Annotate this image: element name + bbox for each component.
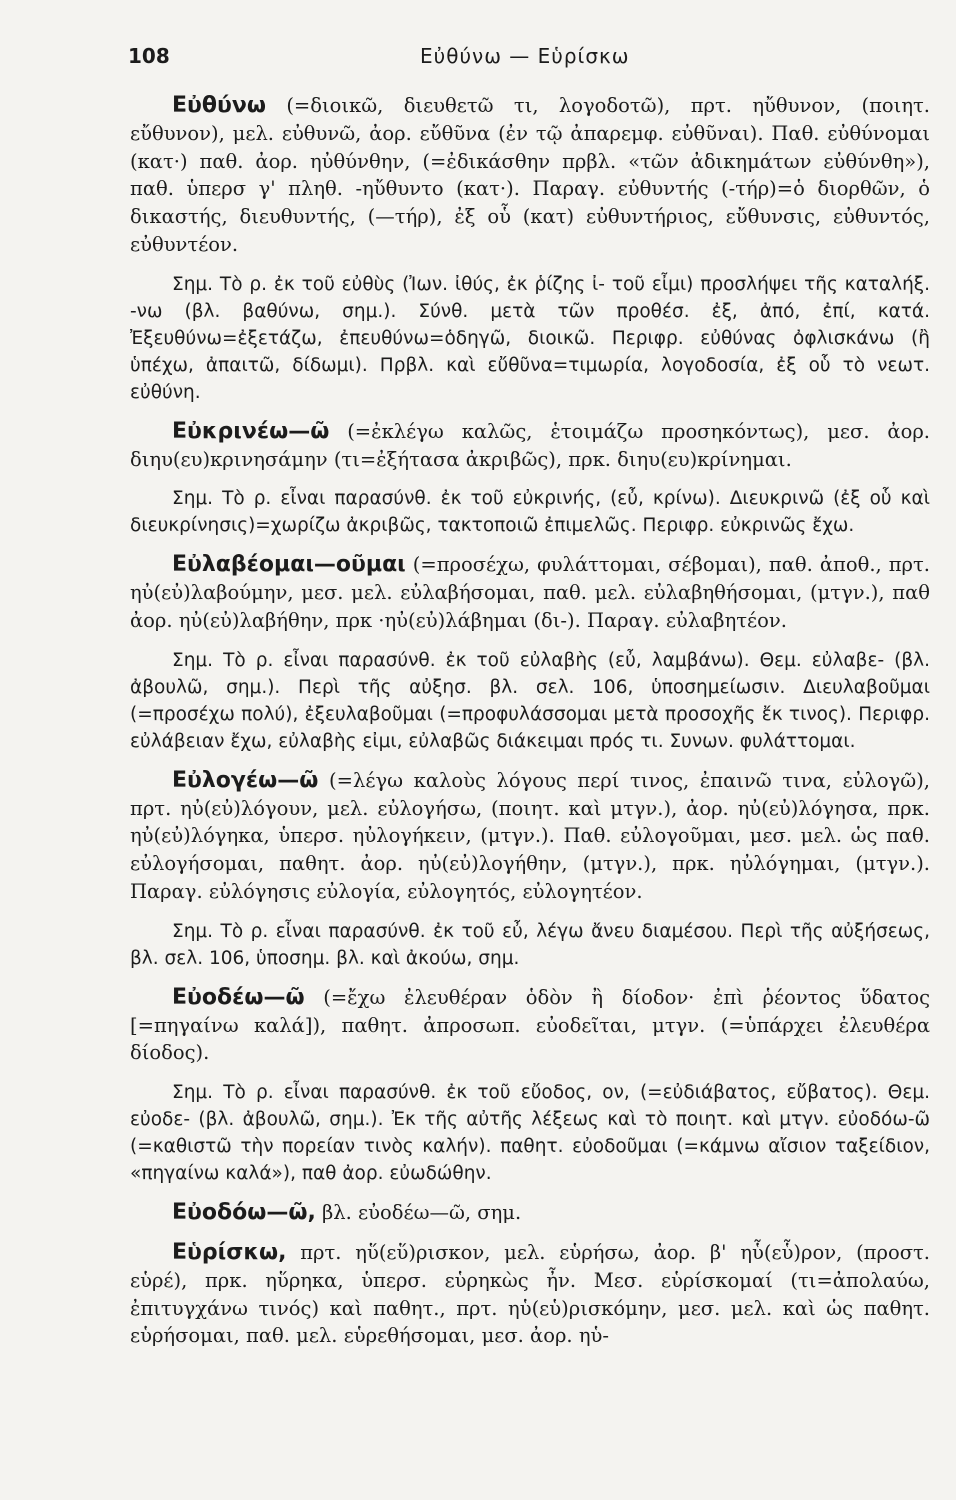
entry-text: βλ. εὐοδέω—ῶ, σημ. xyxy=(322,1201,522,1225)
page-number: 108 xyxy=(128,44,170,68)
headword: Εὑρίσκω, xyxy=(172,1239,287,1265)
page-header xyxy=(120,40,936,80)
entry-note: Σημ. Τὸ ρ. εἶναι παρασύνθ. ἐκ τοῦ εὐλαβὴς (εὖ, λαμβάνω). Θεμ. εὐλαβε- (βλ. ἀβουλῶ, σημ.). Περὶ τῆς αὐξησ. βλ. σελ. 106, ὑποσημείωσιν. Διευλαβοῦμαι (=προσέχω πολύ), ἐξευλαβοῦμαι (=προφυλάσσομαι μετὰ προσοχῆς ἔκ τινος). Περιφρ. εὐλάβειαν ἔχω, εὐλαβὴς εἰμι, εὐλαβῶς διάκειμαι πρός τι. Συνων. φυλάττομαι. xyxy=(130,649,930,752)
entry-note: Σημ. Τὸ ρ. εἶναι παρασύνθ. ἐκ τοῦ εὔοδος, ον, (=εὐδιάβατος, εὔβατος). Θεμ. εὐοδε- (βλ. ἀβουλῶ, σημ.). Ἐκ τῆς αὐτῆς λέξεως καὶ τὸ ποιητ. καὶ μτγν. εὐοδόω-ῶ (=καθιστῶ τὴν πορείαν τινὸς καλήν). παθητ. εὐοδοῦμαι (=κάμνω αἴσιον ταξείδιον, «πηγαίνω καλά»), παθ ἀορ. εὐωδώθην. xyxy=(130,1082,930,1185)
page-body xyxy=(130,92,930,1350)
entry-euodeo xyxy=(130,984,930,1067)
entry-text: (=ἐκλέγω καλῶς, ἑτοιμάζω προσηκόντως), μεσ. ἀορ. διηυ(ευ)κρινησάμην (τι=ἐξήτασα ἀκριβῶς), πρκ. διηυ(ευ)κρίνημαι. xyxy=(130,419,930,471)
entry-text: (=λέγω καλοὺς λόγους περί τινος, ἐπαινῶ τινα, εὐλογῶ), πρτ. ηὐ(εὐ)λόγουν, μελ. εὐλογήσω, (ποιητ. καὶ μτγν.), ἀορ. ηὐ(εὐ)λόγησα, πρκ. ηὐ(εὐ)λόγηκα, ὑπερσ. ηὐλογήκειν, (μτγν.). Παθ. εὐλογοῦμαι, μεσ. μελ. ὡς παθ. εὐλογήσομαι, παθητ. ἀορ. ηὐ(εὐ)λογήθην, (μτγν.), πρκ. ηὐλόγημαι, (μτγν.). Παραγ. εὐλόγησις εὐλογία, εὐλογητός, εὐλογητέον. xyxy=(130,768,931,903)
entry-text: (=διοικῶ, διευθετῶ τι, λογοδοτῶ), πρτ. ηὔθυνον, (ποιητ. εὔθυνον), μελ. εὐθυνῶ, ἀορ. εὔθῦνα (ἐν τῷ ἀπαρεμφ. εὐθῦναι). Παθ. εὐθύνομαι (κατ·) παθ. ἀορ. ηὐθύνθην, (=ἐδικάσθην πρβλ. «τῶν ἀδικημάτων εὐθύνθη»), παθ. ὑπερσ γ' πληθ. -ηὔθυντο (κατ·). Παραγ. εὐθυντής (-τήρ)=ὁ διορθῶν, ὁ δικαστής, διευθυντής, (—τήρ), ἐξ οὗ (κατ) εὐθυντήριος, εὔθυνσις, εὐθυντός, εὐθυντέον. xyxy=(130,94,930,256)
running-head: Εὐθύνω — Εὑρίσκω xyxy=(420,44,630,68)
entry-note: Σημ. Τὸ ρ. εἶναι παρασύνθ. ἐκ τοῦ εὖ, λέγω ἄνευ διαμέσου. Περὶ τῆς αὐξήσεως, βλ. σελ. 106, ὑποσημ. βλ. καὶ ἀκούω, σημ. xyxy=(130,920,930,969)
headword: Εὐλαβέομαι—οῦμαι xyxy=(172,552,406,578)
headword: Εὐοδέω—ῶ xyxy=(172,984,305,1010)
headword: Εὐθύνω xyxy=(172,93,266,118)
entry-text: (=προσέχω, φυλάττομαι, σέβομαι), παθ. ἀποθ., πρτ. ηὐ(εὐ)λαβούμην, μεσ. μελ. εὐλαβήσομαι, παθ. μελ. εὐλαβηθήσομαι, (μτγν.), παθ ἀορ. ηὐ(εὐ)λαβήθην, πρκ ·ηὐ(εὐ)λάβημαι (δι-). Παραγ. εὐλαβητέον. xyxy=(130,553,931,632)
headword: Εὐκρινέω—ῶ xyxy=(172,418,330,444)
entry-eukrineo xyxy=(130,418,930,474)
headword: Εὐλογέω—ῶ xyxy=(172,767,319,793)
entry-text: (=ἔχω ἐλευθέραν ὁδὸν ἢ δίοδον· ἐπὶ ῥέοντος ὕδατος [=πηγαίνω καλά]), παθητ. ἀπροσωπ. εὐοδεῖται, μτγν. (=ὑπάρχει ἐλευθέρα δίοδος). xyxy=(130,985,930,1065)
entry-euodoo xyxy=(130,1199,930,1227)
entry-text: πρτ. ηὕ(εὕ)ρισκον, μελ. εὑρήσω, ἀορ. β' ηὗ(εὗ)ρον, (προστ. εὑρέ), πρκ. ηὕρηκα, ὑπερσ. εὑρηκὼς ἦν. Μεσ. εὑρίσκομαί (τι=ἀπολαύω, ἐπιτυγχάνω τινός) καὶ παθητ., πρτ. ηὑ(εὑ)ρισκόμην, μεσ. μελ. καὶ ὡς παθητ. εὑρήσομαι, παθ. μελ. εὑρεθήσομαι, μεσ. ἀορ. ηὑ- xyxy=(130,1240,930,1348)
entry-note: Σημ. Τὸ ρ. ἐκ τοῦ εὐθὺς (Ἰων. ἰθύς, ἐκ ῥίζης ἰ- τοῦ εἶμι) προσλήψει τῆς καταλήξ. -νω (βλ. βαθύνω, σημ.). Σύνθ. μετὰ τῶν προθέσ. ἐξ, ἀπό, ἐπί, κατά. Ἐξευθύνω=ἐξετάζω, ἐπευθύνω=ὁδηγῶ, διοικῶ. Περιφρ. εὐθύνας ὀφλισκάνω (ἢ ὑπέχω, ἀπαιτῶ, δίδωμι). Πρβλ. καὶ εὔθῦνα=τιμωρία, λογοδοσία, ἐξ οὗ τὸ νεωτ. εὐθύνη. xyxy=(130,273,930,403)
entry-eulabeomai xyxy=(130,551,930,634)
entry-heurisko xyxy=(130,1239,930,1350)
entry-euthyno xyxy=(130,92,930,259)
entry-eulogeo xyxy=(130,767,930,906)
entry-note: Σημ. Τὸ ρ. εἶναι παρασύνθ. ἐκ τοῦ εὐκρινής, (εὖ, κρίνω). Διευκρινῶ (ἐξ οὗ καὶ διευκρίνησις)=χωρίζω ἀκριβῶς, τακτοποιῶ ἐπιμελῶς. Περιφρ. εὐκρινῶς ἔχω. xyxy=(130,488,930,537)
headword: Εὐοδόω—ῶ, xyxy=(172,1200,316,1226)
